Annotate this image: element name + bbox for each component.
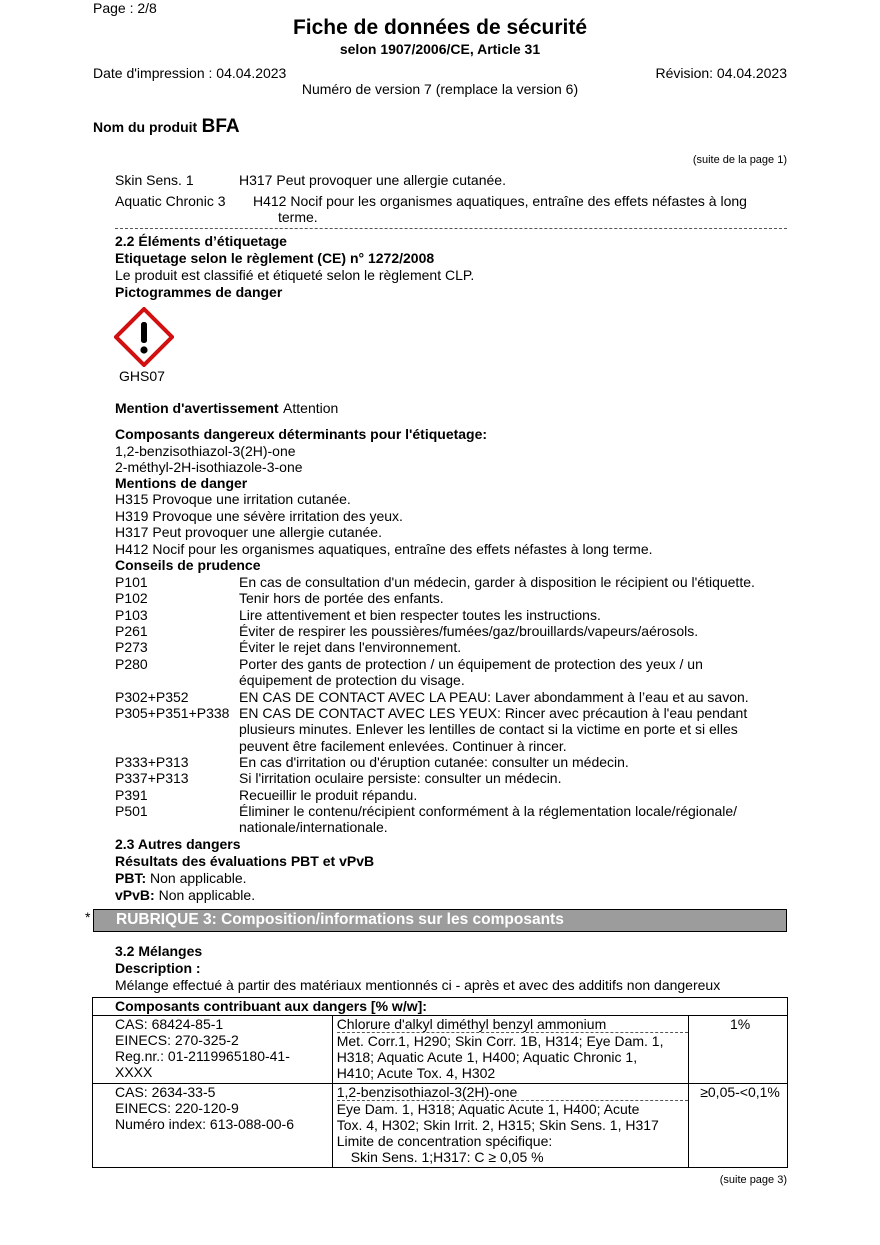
continued-from: (suite de la page 1) [692,154,787,166]
precaution-text: En cas d'irritation ou d'éruption cutanée: consulter un médecin. [239,754,629,770]
component-description [332,1016,688,1084]
print-date: Date d'impression : 04.04.2023 [93,65,287,81]
identifier: Numéro index: 613-088-00-6 [115,1116,294,1132]
product-label: Nom du produit [93,119,198,135]
pbt-value: Non applicable. [150,870,247,886]
identifier: CAS: 2634-33-5 [115,1084,216,1100]
pbt-label: PBT: [115,870,147,886]
component-item: 1,2-benzisothiazol-3(2H)-one [115,443,296,459]
precaution-code: P261 [115,623,148,639]
component-class: H410; Acute Tox. 4, H302 [336,1065,496,1081]
description-text: Mélange effectué à partir des matériaux mentionnés ci - après et avec des additifs non dangereux [115,977,721,993]
labelling-heading: 2.2 Éléments d’étiquetage [115,233,287,249]
component-name: Chlorure d'alkyl diméthyl benzyl ammonium [337,1016,688,1033]
page-number: Page : 2/8 [93,0,157,16]
document-subtitle: selon 1907/2006/CE, Article 31 [339,41,541,57]
classification-class-2: Aquatic Chronic 3 [115,193,226,209]
signal-word-line [115,400,338,418]
table-row [93,1084,788,1168]
pictograms-heading: Pictogrammes de danger [115,284,283,300]
pictogram-code: GHS07 [119,368,165,384]
hazard-statement: H317 Peut provoquer une allergie cutanée. [115,524,382,540]
precaution-text: EN CAS DE CONTACT AVEC LA PEAU: Laver abondamment à l’eau et au savon. [239,689,749,705]
signal-word-label: Mention d'avertissement [115,400,279,416]
hazard-statement: H412 Nocif pour les organismes aquatiques, entraîne des effets néfastes à long terme. [115,541,653,557]
component-identifiers [93,1084,333,1168]
component-percent: 1% [689,1016,788,1084]
precaution-text: Éviter le rejet dans l'environnement. [239,639,462,655]
component-description [332,1084,688,1168]
precaution-text: Si l'irritation oculaire persiste: consulter un médecin. [239,770,562,786]
precaution-code: P302+P352 [115,689,189,705]
precaution-text: Éviter de respirer les poussières/fumées/gaz/brouillards/vapeurs/aérosols. [239,623,699,639]
precaution-code: P101 [115,574,148,590]
description-label: Description : [115,960,201,976]
component-class: Eye Dam. 1, H318; Aquatic Acute 1, H400; Acute [336,1101,640,1117]
component-identifiers [93,1016,333,1084]
revision-marker: * [85,909,91,925]
vpvb-label: vPvB: [115,887,155,903]
precaution-code: P273 [115,639,148,655]
continued-to: (suite page 3) [719,1174,787,1186]
component-item: 2-méthyl-2H-isothiazole-3-one [115,459,303,475]
concentration-limit-value: Skin Sens. 1;H317: C ≥ 0,05 % [350,1149,544,1165]
signal-word: Attention [283,400,339,416]
precaution-code: P280 [115,656,148,672]
mixtures-heading: 3.2 Mélanges [115,943,203,959]
vpvb-line [115,887,255,903]
precaution-text: Recueillir le produit répandu. [239,787,418,803]
hazard-heading: Mentions de danger [115,475,248,491]
version-number: Numéro de version 7 (remplace la version 6) [301,81,579,97]
precaution-code: P501 [115,803,148,819]
pbt-heading: Résultats des évaluations PBT et vPvB [115,853,375,869]
precaution-text: Éliminer le contenu/récipient conformément à la réglementation locale/régionale/ [239,803,738,819]
classification-class-1: Skin Sens. 1 [115,172,194,188]
product-name: BFA [201,116,240,137]
component-name: 1,2-benzisothiazol-3(2H)-one [337,1084,688,1101]
section-3-title-bar [93,909,787,932]
precaution-code: P337+P313 [115,770,189,786]
table-row [93,1016,788,1084]
identifier: EINECS: 270-325-2 [115,1032,239,1048]
table-header: Composants contribuant aux dangers [% w/w]: [93,998,788,1016]
precaution-code: P391 [115,787,148,803]
hazard-statement: H319 Provoque une sévère irritation des yeux. [115,508,403,524]
identifier: EINECS: 220-120-9 [115,1100,239,1116]
product-name-line [93,116,240,138]
other-dangers-heading: 2.3 Autres dangers [115,836,241,852]
hazard-statement: H315 Provoque une irritation cutanée. [115,491,351,507]
precaution-text: Porter des gants de protection / un équipement de protection des yeux / un [239,656,703,672]
classification-text-1: H317 Peut provoquer une allergie cutanée. [239,172,506,188]
concentration-limit-label: Limite de concentration spécifique: [336,1133,553,1149]
component-class: Tox. 4, H302; Skin Irrit. 2, H315; Skin Sens. 1, H317 [336,1117,659,1133]
vpvb-value: Non applicable. [158,887,256,903]
precaution-text: Tenir hors de portée des enfants. [239,590,444,606]
precaution-text: EN CAS DE CONTACT AVEC LES YEUX: Rincer avec précaution à l'eau pendant [239,705,748,721]
classification-text-2b: terme. [278,209,318,225]
component-percent: ≥0,05-<0,1% [689,1084,788,1168]
document-title: Fiche de données de sécurité [292,16,588,39]
precaution-text: En cas de consultation d'un médecin, garder à disposition le récipient ou l'étiquette. [239,574,755,590]
components-table [92,997,788,1168]
components-heading: Composants dangereux déterminants pour l'étiquetage: [115,426,488,442]
component-class: H318; Aquatic Acute 1, H400; Aquatic Chronic 1, [336,1049,638,1065]
section-3-title: RUBRIQUE 3: Composition/informations sur les composants [116,911,564,928]
section-divider [115,228,787,229]
precaution-text: plusieurs minutes. Enlever les lentilles de contact si la victime en porte et si elles [239,721,738,737]
clp-statement: Le produit est classifié et étiqueté selon le règlement CLP. [115,267,475,283]
pbt-line [115,870,247,886]
precaution-text: nationale/internationale. [239,819,388,835]
precaution-text: équipement de protection du visage. [239,672,465,688]
table-header-row [93,998,788,1016]
precaution-code: P305+P351+P338 [115,705,230,721]
component-class: Met. Corr.1, H290; Skin Corr. 1B, H314; Eye Dam. 1, [336,1033,664,1049]
identifier: Reg.nr.: 01-2119965180-41- [115,1048,290,1064]
precaution-text: Lire attentivement et bien respecter toutes les instructions. [239,607,601,623]
precaution-heading: Conseils de prudence [115,557,261,573]
identifier: XXXX [115,1064,153,1080]
precaution-text: peuvent être facilement enlevées. Continuer à rincer. [239,738,567,754]
revision-date: Révision: 04.04.2023 [655,65,787,81]
precaution-code: P102 [115,590,148,606]
ghs07-exclamation-icon [114,307,174,367]
labelling-regulation: Etiquetage selon le règlement (CE) n° 1272/2008 [115,250,435,266]
precaution-code: P333+P313 [115,754,189,770]
classification-text-2: H412 Nocif pour les organismes aquatiques, entraîne des effets néfastes à long [253,193,747,209]
identifier: CAS: 68424-85-1 [115,1016,224,1032]
precaution-code: P103 [115,607,148,623]
